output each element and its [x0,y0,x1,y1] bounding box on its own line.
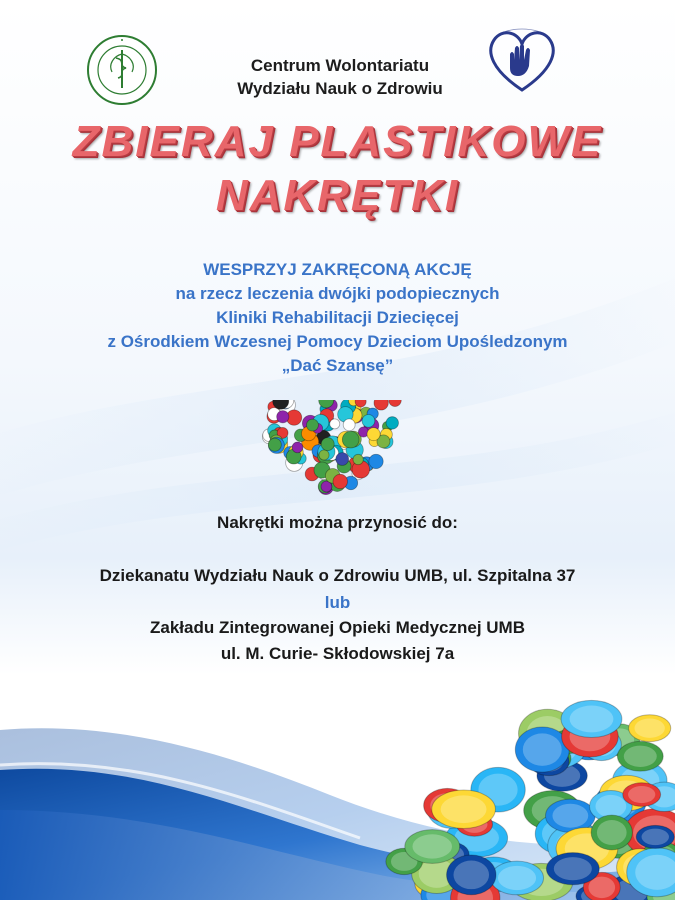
title-line-1: ZBIERAJ PLASTIKOWE [72,117,603,166]
appeal-line-3: Kliniki Rehabilitacji Dziecięcej [216,308,459,327]
bottle-cap-rim [441,795,487,823]
heart-hand-icon [482,24,562,96]
bottle-cap [319,450,329,460]
bottle-cap [374,400,388,410]
bottle-cap [362,414,375,427]
bottle-cap [268,438,281,451]
bottle-cap [330,419,340,429]
bottle-cap-rim [552,804,588,828]
bottle-cap-rim [634,718,664,737]
bottle-cap [355,400,366,407]
address-street: ul. M. Curie- Skłodowskiej 7a [220,644,455,663]
bottle-cap-rim [523,733,562,765]
bottle-cap [277,411,289,423]
bottle-cap-rim [595,795,626,818]
drop-off-lead: Nakrętki można przynosić do: [217,513,458,532]
bottle-cap [386,417,398,429]
bottle-cap-rim [453,861,489,890]
bottle-cap [353,454,363,464]
bottle-caps-pile-image [386,700,675,900]
or-separator: lub [324,593,351,612]
bottle-cap-rim [554,857,592,880]
bottle-cap-rim [412,834,452,858]
appeal-line-2: na rzecz leczenia dwójki podopiecznych [175,284,500,303]
bottle-cap [343,419,355,431]
bottom-wave-art [0,660,675,900]
bottle-cap-rim [624,746,657,767]
bottle-cap [336,453,349,466]
appeal-line-4: z Ośrodkiem Wczesnej Pomocy Dzieciom Upośledzonym [107,332,568,351]
bottle-cap-rim [628,786,655,803]
bottle-cap-rim [570,706,614,733]
organizer-line-1: Centrum Wolontariatu [250,56,430,75]
appeal-line-5: „Dać Szansę” [281,356,394,375]
title-line-2: NAKRĘTKI [215,171,460,220]
bottle-cap [292,442,303,453]
bottle-cap [333,474,347,488]
bottle-cap [367,428,380,441]
appeal-line-1: WESPRZYJ ZAKRĘCONĄ AKCJĘ [203,260,472,279]
bottle-cap-rim [597,820,627,845]
bottle-cap-rim [498,866,536,890]
bottle-caps-heart-image [262,400,402,500]
organizer-name [200,54,480,100]
bottle-cap [369,454,383,468]
address-department: Zakładu Zintegrowanej Opieki Medycznej UMB [149,618,525,637]
organizer-line-2: Wydziału Nauk o Zdrowiu [237,79,443,98]
bottle-cap-rim [642,829,669,845]
bottle-cap [389,400,402,406]
bottle-cap [342,431,359,448]
university-seal-icon [86,34,158,106]
appeal-text [0,258,675,378]
address-dean-office: Dziekanatu Wydziału Nauk o Zdrowiu UMB, ul. Szpitalna 37 [99,566,576,585]
bottle-cap [306,419,318,431]
bottle-cap [321,438,334,451]
